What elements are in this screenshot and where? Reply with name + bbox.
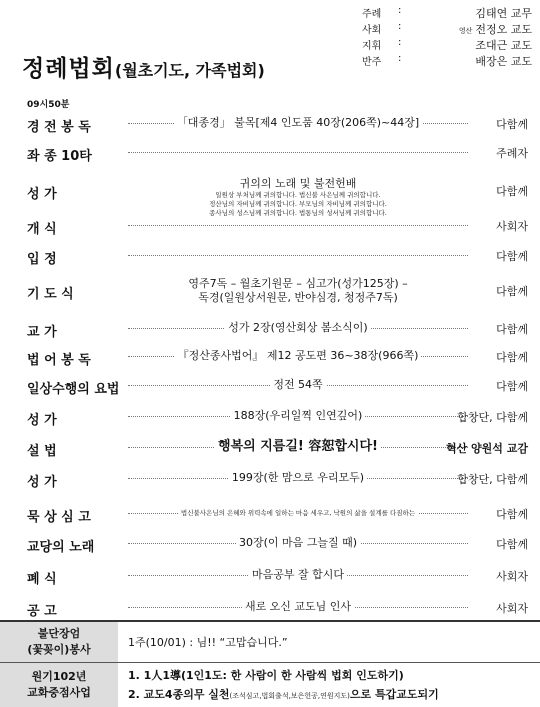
program-person: 다함께 [496,118,528,131]
project-label: 교화중점사업 [27,686,91,699]
program-person: 사회자 [496,602,528,615]
program-content-text: 마음공부 잘 합시다 [249,568,347,581]
footer [0,620,540,707]
officer-name [459,21,532,37]
program-content-subline-text: 정산님의 자비님께 귀의합니다. 부모님의 자비님께 귀의합니다. [209,200,387,208]
program-label: 기 도 식 [27,287,74,302]
program-content-line2 [128,291,468,305]
program-label: 교 가 [27,325,57,340]
page-title [22,50,265,83]
program-content [128,409,468,423]
program-person: 합창단, 다함께 [457,473,528,486]
program-content-text: 「대종경」 불목[제4 인도품 40장(206쪽)~44장] [174,116,422,129]
officer-role: 사회 [362,25,382,36]
program-content [128,116,468,130]
program-label: 경 전 봉 독 [27,120,91,135]
program-content-subline [128,209,468,218]
officer-colon: : [398,37,402,48]
title-subtitle: (월초기도, 가족법회) [114,61,265,80]
program-content-subline-text: 종사님의 성스님께 귀의합니다. 법통님의 성서님께 귀의합니다. [209,209,387,217]
officer-colon: : [398,5,402,16]
program-content [128,378,468,392]
program-person: 사회자 [496,220,528,233]
program-content-text: 30장(이 마음 그늘질 때) [236,536,360,549]
officers-list [362,5,532,69]
program-person: 다함께 [496,323,528,336]
program-person: 다함께 [496,538,528,551]
officer-role: 반주 [362,57,382,68]
program-content-text: 영주7독 – 월초기원문 – 심고가(성가125장) – [185,277,410,290]
program-label: 개 식 [27,222,57,237]
program-person: 합창단, 다함께 [457,411,528,424]
program-label: 입 정 [27,252,57,267]
program-label: 성 가 [27,187,57,202]
program-label: 폐 식 [27,572,57,587]
project-item-2-end: 으로 특갑교도되기 [349,688,439,701]
dotted-leader [128,152,468,153]
officer-row [362,53,532,69]
program-label: 교당의 노래 [27,540,95,555]
officer-colon: : [398,21,402,32]
program-person: 사회자 [496,570,528,583]
program-content [128,471,468,485]
program-content [128,536,468,550]
program-content [128,349,468,363]
program-label: 설 법 [27,444,57,459]
program-label: 공 고 [27,604,57,619]
officer-row [362,37,532,53]
footer-band-2 [0,663,118,707]
officer-name [472,53,532,69]
officer-name [472,37,532,53]
program-label: 성 가 [27,413,57,428]
program-label: 묵 상 심 고 [27,510,91,525]
project-item-1: 1. 1人1導(1인1도: 한 사람이 한 사람씩 법회 인도하기) [128,669,404,682]
officer-name-text: 조대근 교도 [475,39,532,52]
program-content-text: 법신불사은님의 은혜와 위력속에 일하는 마음 세우고, 낙원의 삶을 설계를 다짐하는 [178,509,418,517]
officer-prefix: 영산 [458,27,473,35]
program-person: 다함께 [496,285,528,298]
program-content-text: 188장(우리일찍 인연깊어) [231,409,366,422]
program-content-text: 행복의 지름길! 容恕합시다! [215,439,381,454]
program-label: 좌 종 10타 [27,149,92,164]
offering-label-1: 불단장엄 [37,627,81,640]
footer-band-1 [0,622,118,662]
title-main: 정례법회 [22,56,115,82]
officer-role: 주례 [362,9,382,20]
program-content [128,506,468,520]
program-content-text: 정전 54쪽 [270,378,325,391]
program-person: 다함께 [496,380,528,393]
offering-label-2: (꽃꽂이)봉사 [27,643,91,656]
project-item-2-main: 2. 교도4종의무 실천 [128,688,230,701]
dotted-leader [128,255,468,256]
program-label: 성 가 [27,475,57,490]
officer-name-text: 전정오 교도 [475,23,532,36]
program-content-text: 귀의의 노래 및 불전헌배 [237,177,360,190]
program-content-text: 새로 오신 교도님 인사 [242,600,354,613]
year-label: 원기102년 [31,670,87,683]
program-content [128,177,468,191]
program-content-subline [128,191,468,200]
program-label: 일상수행의 요법 [27,382,120,397]
program-content [128,600,468,614]
program-content-subline [128,200,468,209]
start-time: 09시50분 [27,100,70,110]
program-content [128,277,468,291]
officer-name-text: 김태연 교무 [475,7,532,20]
officer-colon: : [398,53,402,64]
program-content-text: 199장(한 맘으로 우리모두) [229,471,367,484]
officer-name [472,5,532,21]
program-content-text-2: 독경(일원상서원문, 반야심경, 청정주7독) [195,291,401,304]
officer-role: 지휘 [362,41,382,52]
program-person: 혁산 양원석 교감 [445,442,528,455]
program-person: 다함께 [496,508,528,521]
program-content-subline-text: 일원상 부처님께 귀의합니다. 법신불 사은님께 귀의합니다. [215,191,381,199]
program-content [128,321,468,335]
program-content [128,568,468,582]
project-item-2 [128,686,439,702]
program-content-text: 성가 2장(영산회상 봄소식이) [225,321,370,334]
project-item-2-paren: (조석심고,법회출석,보은헌공,연원지도) [229,692,350,700]
program-label: 법 어 봉 독 [27,353,91,368]
program-content [128,440,468,454]
program-content-text: 『정산종사법어』 제12 공도편 36~38장(966쪽) [175,349,422,362]
program-person: 다함께 [496,351,528,364]
officer-row [362,21,532,37]
officer-row [362,5,532,21]
dotted-leader [128,225,468,226]
program-person: 다함께 [496,185,528,198]
officer-name-text: 배장은 교도 [475,55,532,68]
program-person: 주례자 [496,147,528,160]
offering-text: 1주(10/01) : 님!! “고맙습니다.” [128,636,288,649]
program-person: 다함께 [496,250,528,263]
